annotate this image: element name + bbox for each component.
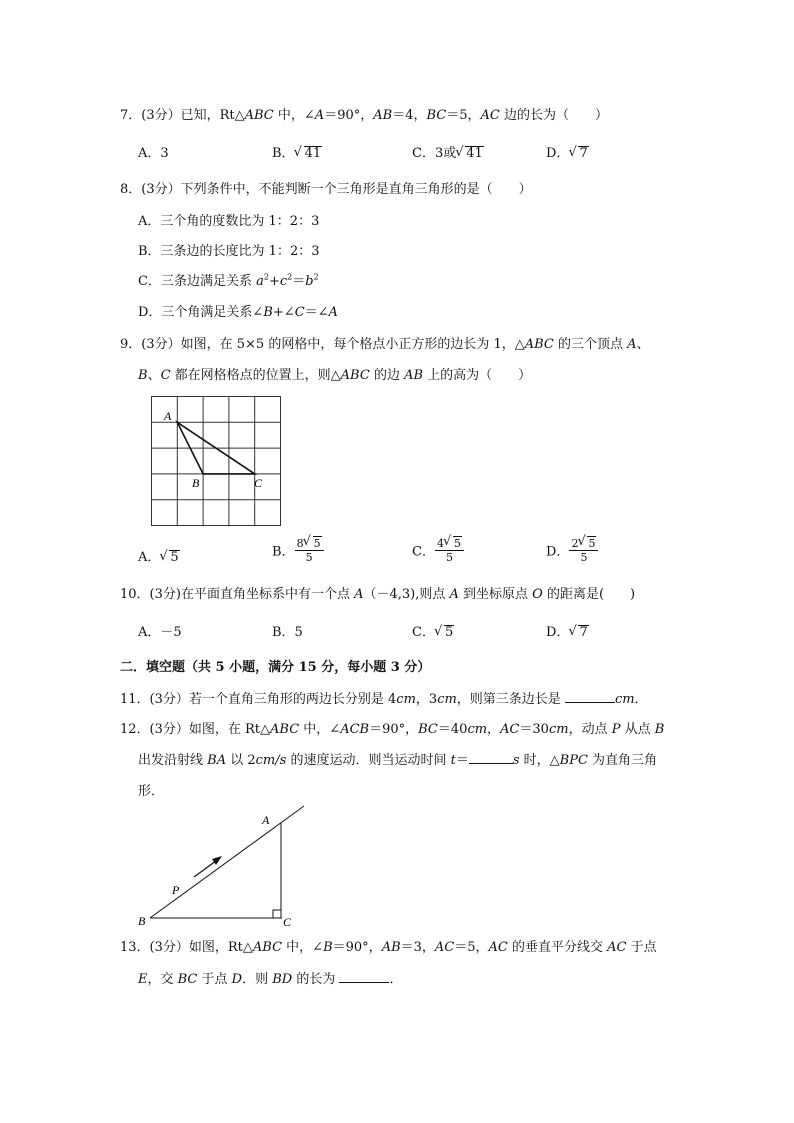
question-12-line3: 形． [138,784,165,799]
q10-option-a: A．－5 [138,625,182,640]
label-b: B [192,476,200,490]
q9-option-c: C． $\frac{4√ 5}{5}$ [412,536,464,564]
question-12-line2: 出发沿射线 BA 以 2cm/s 的速度运动．则当运动时间 t＝ s 时，△BPC 为直角三角 [138,753,658,768]
label-a: A [164,409,172,423]
q9-grid-figure [140,390,290,530]
q7-text: ＝90°， [324,108,374,123]
q10-option-d: D．√ 7 [546,621,589,640]
q7-text: 7．(3分）已知，Rt△ [120,108,245,123]
q8-option-a: A．三个角的度数比为 1：2：3 [138,214,320,229]
q7-ac: AC [480,108,500,123]
q7-ab: AB [373,108,393,123]
answer-blank[interactable] [339,970,389,983]
question-9-line2: B、C 都在网格格点的位置上，则△ABC 的边 AB 上的高为（ ） [138,368,532,383]
question-13-line2: E，交 BC 于点 D．则 BD 的长为 ． [138,972,403,987]
question-13-line1: 13．(3分）如图，Rt△ABC 中，∠B＝90°，AB＝3，AC＝5，AC 的垂直平分线交 AC 于点 [120,940,657,955]
question-11: 11．(3分）若一个直角三角形的两边长分别是 4cm，3cm，则第三条边长是 cm． [120,692,648,707]
q8-option-b: B．三条边的长度比为 1：2：3 [138,244,320,259]
q7-text: ＝5， [446,108,481,123]
question-9-line1: 9．(3分）如图，在 5×5 的网格中，每个格点小正方形的边长为 1，△ABC 的三个顶点 A、 [120,337,650,352]
q7-option-c: C．3或√ 41 [412,142,484,161]
q7-text: 边的长为（ ） [499,108,608,123]
label-a: A [262,813,270,827]
label-b: B [138,914,146,928]
q7-text: 中，∠ [273,108,315,123]
q9-option-b: B． $\frac{8√ 5}{5}$ [272,536,324,564]
answer-blank[interactable] [469,751,513,764]
q9-option-a: A．√ 5 [138,546,180,565]
q7-abc: ABC [244,108,274,123]
q8-option-d: D．三个角满足关系∠B+∠C＝∠A [138,305,338,320]
answer-blank[interactable] [565,690,615,703]
right-angle-mark [273,910,281,918]
q9-option-d: D． $\frac{2√ 5}{5}$ [546,536,598,564]
motion-arrow-head [212,856,222,865]
q7-option-b: B．√ 41 [272,142,322,161]
q10-option-b: B．5 [272,625,303,640]
label-c: C [283,915,292,929]
question-7 [120,104,608,123]
label-p: P [172,883,180,897]
q10-option-c: C．√ 5 [412,621,454,640]
q7-text: ＝4， [392,108,427,123]
label-c: C [254,476,263,490]
question-10: 10．(3分)在平面直角坐标系中有一个点 A（－4,3),则点 A 到坐标原点 O 的距离是( ) [120,587,636,602]
q8-option-c: C．三条边满足关系 $a^2+c^2=b^2$ [138,272,319,289]
q12-triangle-figure [130,798,320,933]
question-12-line1: 12．(3分）如图，在 Rt△ABC 中，∠ACB＝90°，BC＝40cm，AC＝30cm，动点 P 从点 B [120,722,665,737]
q7-option-a: A．3 [138,146,169,161]
q7-a: A [314,108,325,123]
question-8: 8．(3分）下列条件中，不能判断一个三角形是直角三角形的是（ ） [120,182,532,197]
q7-option-d: D．√ 7 [546,142,589,161]
q7-bc: BC [426,108,447,123]
section-heading: 二．填空题（共 5 小题，满分 15 分，每小题 3 分） [120,660,431,675]
